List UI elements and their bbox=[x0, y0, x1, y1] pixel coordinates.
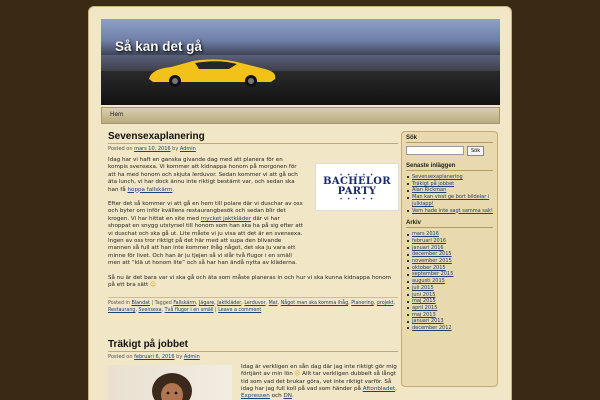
archive-link[interactable]: maj 2015 bbox=[412, 298, 436, 305]
archive-link[interactable]: december 2012 bbox=[412, 325, 452, 332]
list-item bbox=[406, 285, 493, 292]
author-link[interactable]: Admin bbox=[179, 146, 196, 152]
list-item bbox=[406, 258, 493, 265]
search-button[interactable]: Sök bbox=[467, 146, 484, 156]
paragraph bbox=[108, 201, 304, 268]
post-title[interactable]: Sevensexaplanering bbox=[108, 131, 398, 144]
and-text: och bbox=[269, 393, 284, 400]
smiley-icon: ☺ bbox=[149, 282, 156, 289]
recent-posts-heading: Senaste inläggen bbox=[406, 163, 493, 171]
list-item bbox=[406, 298, 493, 305]
paragraph bbox=[108, 275, 398, 290]
site-header bbox=[101, 19, 500, 105]
tag-link[interactable]: Restaurang bbox=[108, 307, 136, 313]
archive-link[interactable]: februari 2016 bbox=[412, 237, 447, 244]
archive-link[interactable]: juni 2015 bbox=[412, 291, 436, 298]
list-item bbox=[406, 265, 493, 272]
archive-link[interactable]: augusti 2015 bbox=[412, 278, 445, 285]
archive-link[interactable]: januari 2016 bbox=[412, 244, 444, 251]
tag-link[interactable]: Fallskärm bbox=[173, 300, 196, 306]
paragraph-end: . bbox=[291, 393, 294, 400]
aftonbladet-link[interactable]: Aftonbladet bbox=[362, 385, 396, 392]
post-sevensexaplanering bbox=[108, 131, 398, 314]
archive-link[interactable]: januari 2013 bbox=[412, 318, 444, 325]
archive-link[interactable]: december 2015 bbox=[412, 251, 452, 258]
recent-post-link[interactable]: Vem hade inte sagt samma sak! bbox=[412, 207, 493, 214]
search-form bbox=[406, 146, 493, 156]
person-illustration bbox=[108, 365, 232, 400]
recent-posts-list bbox=[406, 174, 493, 214]
tag-link[interactable]: Något man ska komma ihåg bbox=[280, 300, 349, 306]
main-content bbox=[108, 131, 398, 400]
page-wrapper bbox=[88, 6, 512, 400]
tag-link[interactable]: Lerduvor bbox=[244, 300, 266, 306]
list-item bbox=[406, 251, 493, 258]
tag-link[interactable]: Planering bbox=[351, 300, 374, 306]
expressen-link[interactable]: Expressen bbox=[241, 393, 270, 400]
search-heading: Sök bbox=[406, 135, 493, 143]
list-item bbox=[406, 245, 493, 252]
post-date-link[interactable]: februari 6, 2016 bbox=[134, 354, 175, 360]
category-link[interactable]: Blandat bbox=[131, 300, 150, 306]
bachelor-party-image bbox=[315, 163, 399, 211]
paragraph-text: Idag är verkligen en sån dag där jag inte riktigt gör mig förtjänt av min lön bbox=[241, 364, 397, 378]
badge-line1: BACHELOR bbox=[323, 176, 391, 187]
list-item bbox=[406, 238, 493, 245]
recent-post-link[interactable]: Sevensexaplanering bbox=[412, 174, 463, 180]
sidebar bbox=[401, 131, 498, 387]
archive-link[interactable]: mars 2016 bbox=[412, 231, 439, 238]
list-item bbox=[406, 292, 493, 299]
list-item bbox=[406, 187, 493, 194]
meta-by: by bbox=[176, 354, 183, 360]
recent-post-link[interactable]: Man kan visst ge bort bildelar i julklapp! bbox=[412, 194, 490, 207]
paragraph-end: . bbox=[172, 186, 175, 193]
list-item bbox=[406, 231, 493, 238]
paragraph-text: där vi har shoppat en snygg utstyrsel till honom som han ska ha på sig efter att vi duschat och ska gå ut. Lite måste vi ju visa att det är en svensexa. Ingen av oss tror riktigt på det här med att supa den blivande mannen så full att han inte kommer ihåg något, det ska ju vara ett minne för livet. Och han är ju tjejen så vi slår två flugor i en smäll men att “klä ut honom lite” och så har han ändå nytta av kläderna. bbox=[108, 215, 304, 267]
list-item bbox=[406, 325, 493, 332]
meta-posted-on: Posted on bbox=[108, 146, 133, 152]
archive-link[interactable]: maj 2013 bbox=[412, 311, 436, 318]
post-meta bbox=[108, 146, 398, 152]
post-date-link[interactable]: mars 10, 2016 bbox=[134, 146, 171, 152]
leave-comment-link[interactable]: Leave a comment bbox=[218, 307, 262, 313]
archive-link[interactable]: september 2015 bbox=[412, 271, 454, 278]
author-link[interactable]: Admin bbox=[183, 354, 200, 360]
paragraph-text: Idag har vi haft en ganska givande dag med att planera för en kompis svensexa. Vi kommer att kidnappa honom på morgonen för att ha med honom och skjuta lerduvor. Sedan kommer vi att gå och äta lunch, vi har dock ännu inte riktigt bestämt var, och sedan ska han få bbox=[108, 157, 298, 193]
list-item bbox=[406, 174, 493, 181]
tag-link[interactable]: projekt bbox=[376, 300, 394, 306]
tag-link[interactable]: Svensexa bbox=[138, 307, 162, 313]
tag-link[interactable]: Två flugor i en smäll bbox=[164, 307, 214, 313]
paragraph-text: Efter det så kommer vi att gå en hem till polare där vi duschar av oss och byter om inför kvällens restaurangbesök och sedan blir det krogen. Vi har hittat en site med bbox=[108, 201, 303, 222]
dn-link[interactable]: DN bbox=[283, 393, 292, 400]
archive-link[interactable]: april 2015 bbox=[412, 304, 438, 311]
archive-heading: Arkiv bbox=[406, 220, 493, 228]
paragraph-text: Så nu är det bara var vi ska gå och äta som måste planeras in och hur vi ska kunna kidnappa honom på ett bra sätt bbox=[108, 274, 392, 289]
yellow-car-image bbox=[141, 55, 281, 89]
meta-by: by bbox=[172, 146, 179, 152]
badge-stars-top: ✦ ✦ ✦ ✦ ✦ bbox=[339, 172, 375, 177]
tag-link[interactable]: Mat bbox=[268, 300, 278, 306]
list-item bbox=[406, 208, 493, 215]
list-item bbox=[406, 318, 493, 325]
paragraph-text: Allt tar verkligen dubbelt så långt tid som vad det brukar göra, vet inte riktigt varför. Så idag har jag full koll på vad som händer på bbox=[241, 371, 397, 392]
nav-home-link[interactable]: Hem bbox=[110, 112, 124, 118]
list-item bbox=[406, 181, 493, 188]
meta-posted-on: Posted on bbox=[108, 354, 133, 360]
tagged-label: Tagged bbox=[154, 300, 172, 306]
list-item bbox=[406, 194, 493, 207]
archive-list bbox=[406, 231, 493, 332]
search-input[interactable] bbox=[406, 146, 464, 155]
main-navigation bbox=[101, 107, 500, 124]
bored-person-image bbox=[108, 365, 232, 400]
paragraph bbox=[108, 157, 304, 194]
tag-link[interactable]: Jaktkläder bbox=[217, 300, 242, 306]
site-title[interactable]: Så kan det gå bbox=[115, 39, 203, 54]
archive-link[interactable]: november 2015 bbox=[412, 258, 452, 265]
list-item bbox=[406, 312, 493, 319]
badge-stars-bottom: ✦ ✦ ✦ ✦ ✦ bbox=[339, 196, 375, 201]
badge-line2: PARTY bbox=[337, 186, 377, 197]
post-body: Idag är verkligen en sån dag där jag inte riktigt gör mig förtjänt av min lön ☹ Allt tar verkligen dubbelt så långt tid som vad det brukar göra, vet inte riktigt varför. Så idag har jag full koll på vad som händer på Aftonbladet, Expressen och DN. bbox=[241, 364, 397, 400]
post-trakigt-pa-jobbet bbox=[108, 339, 398, 400]
post-tags: Posted in Blandat | Tagged Fallskärm, Jägare, Jaktkläder, Lerduvor, Mat, Något man ska komma ihåg, Planering, projekt, Restaurang, Svensexa, Två flugor i en smäll | Leave a comment bbox=[108, 297, 398, 314]
post-title[interactable]: Träkigt på jobbet bbox=[108, 339, 398, 352]
archive-link[interactable]: oktober 2015 bbox=[412, 264, 446, 271]
list-item bbox=[406, 271, 493, 278]
list-item bbox=[406, 278, 493, 285]
tag-link[interactable]: Jägare bbox=[199, 300, 215, 306]
list-item bbox=[406, 305, 493, 312]
jaktklader-link[interactable]: mycket jaktkläder bbox=[200, 215, 251, 222]
recent-post-link[interactable]: Träkigt på jobbet bbox=[412, 180, 455, 187]
recent-post-link[interactable]: Alan Rickman bbox=[412, 187, 447, 194]
smiley-icon: ☹ bbox=[294, 371, 301, 378]
posted-in-label: Posted in bbox=[108, 300, 130, 306]
archive-link[interactable]: juli 2015 bbox=[412, 284, 434, 291]
hoppa-fallskarm-link[interactable]: hoppa fallskärm bbox=[127, 186, 173, 193]
post-meta bbox=[108, 354, 398, 360]
